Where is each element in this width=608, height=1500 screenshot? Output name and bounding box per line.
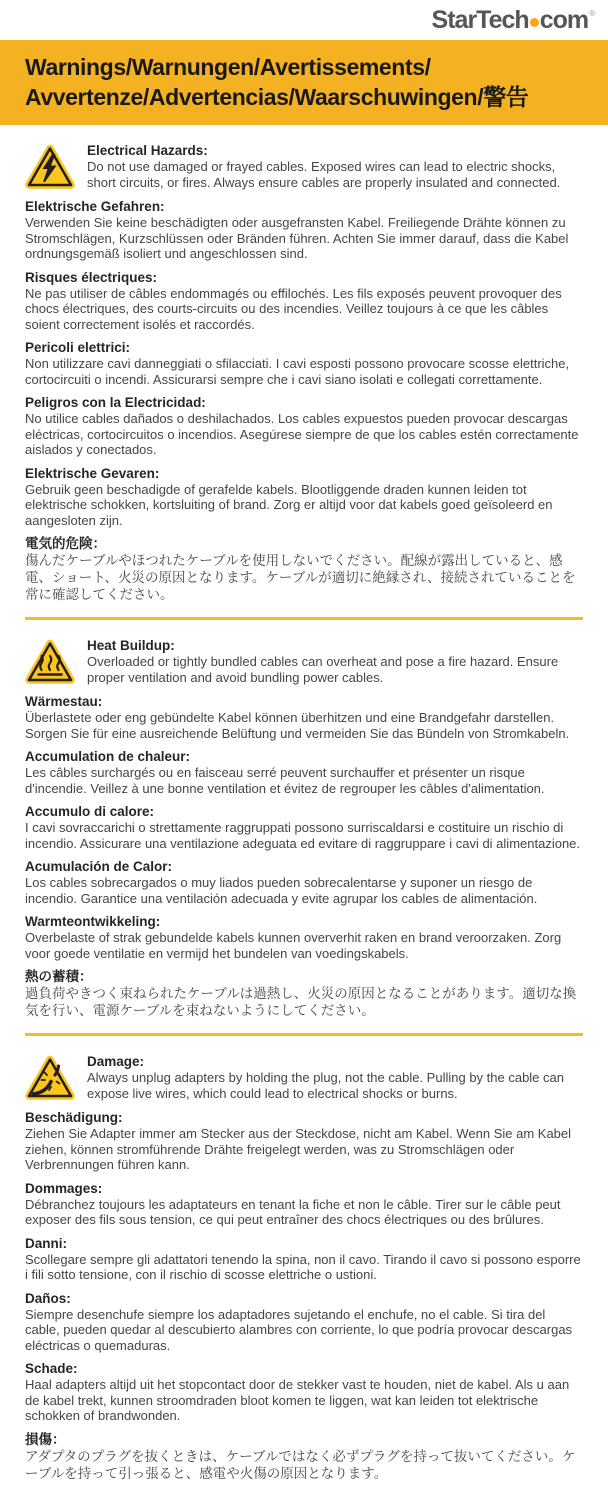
lang-body: Ne pas utiliser de câbles endommagés ou effilochés. Les fils exposés peuvent provoquer des chocs électriques, des courts-circuits ou des incendies. Veillez toujours à ce que les câbles soient correctement isolés et raccordés. [25, 285, 562, 332]
lang-block-dutch [25, 1361, 583, 1424]
lang-body: I cavi sovraccarichi o strettamente raggruppati possono surriscaldarsi e costituire un rischio di incendio. Assicurare una ventilazione adeguata ed evitare di raggruppare i cavi di alimentazione. [25, 820, 581, 851]
hot-surface-warning-icon [25, 637, 75, 684]
section-damage [25, 1053, 583, 1482]
banner-title-line2: Avvertenze/Advertencias/Waarschuwingen/警告 [25, 84, 529, 110]
lang-body: Non utilizzare cavi danneggiati o sfilacciati. I cavi esposti possono provocare scosse elettriche, cortocircuiti o incendi. Assicurarsi sempre che i cavi siano isolati e collegati correttamente. [25, 356, 570, 387]
registered-trademark-symbol: ® [589, 8, 594, 18]
lang-block-german [25, 694, 583, 741]
lang-block-italian [25, 804, 583, 851]
lang-title: Beschädigung: [25, 1110, 123, 1125]
lang-block-japanese [25, 536, 583, 603]
section-body-en: Overloaded or tightly bundled cables can overheat and pose a fire hazard. Ensure proper ventilation and avoid bundling power cables. [87, 654, 559, 685]
lang-block-italian [25, 340, 583, 387]
lang-body: Gebruik geen beschadigde of gerafelde kabels. Blootliggende draden kunnen leiden tot elektrische schokken, kortsluiting of brand. Zorg er altijd voor dat kabels goed geïsoleerd en aangesloten zijn. [25, 481, 553, 528]
lang-title: Peligros con la Electricidad: [25, 395, 206, 410]
lang-body: Les câbles surchargés ou en faisceau serré peuvent surchauffer et présenter un risque d'incendie. Veillez à une bonne ventilation et évitez de regrouper les câbles d'alimentation. [25, 765, 545, 796]
lang-body: Siempre desenchufe siempre los adaptadores sujetando el enchufe, no el cable. Si tira del cable, pueden quedar al descubierto alambres con corriente, lo que podría provocar descargas eléctricas o quemaduras. [25, 1306, 573, 1353]
lang-body: Los cables sobrecargados o muy liados pueden sobrecalentarse y suponer un riesgo de incendio. Garantice una ventilación adecuada y evite agrupar los cables de alimentación. [25, 875, 538, 906]
yellow-divider [25, 1033, 583, 1036]
section-lead-damage [25, 1053, 583, 1101]
lang-block-dutch [25, 914, 583, 961]
banner-title-line1: Warnings/Warnungen/Avertissements/ [25, 54, 431, 80]
lang-title: Daños: [25, 1290, 71, 1306]
section-body-en: Do not use damaged or frayed cables. Exposed wires can lead to electric shocks, short circuits, or fires. Always ensure cables are properly insulated and connected. [87, 159, 561, 190]
lang-title: Risques électriques: [25, 269, 158, 285]
section-body-en: Always unplug adapters by holding the plug, not the cable. Pulling by the cable can expose live wires, which could lead to electrical shocks or burns. [87, 1070, 564, 1101]
lang-title: Accumulo di calore: [25, 804, 155, 819]
lang-block-italian [25, 1236, 583, 1283]
lang-title: Schade: [25, 1361, 78, 1376]
lang-title: Elektrische Gevaren: [25, 465, 160, 481]
lang-title: 電気的危険： [25, 536, 106, 551]
lang-body: Scollegare sempre gli adattatori tenendo la spina, non il cavo. Tirando il cavo si possono esporre i fili sotto tensione, con il rischio di scosse elettriche o ustioni. [25, 1251, 581, 1282]
section-electrical-hazards [25, 142, 583, 603]
lang-body: Haal adapters altijd uit het stopcontact door de stekker vast te houden, niet de kabel. Als u aan de kabel trekt, kunnen stroomdraden bloot komen te liggen, wat kan leiden tot elektrische schokken of brandwonden. [25, 1377, 570, 1423]
lang-body: Verwenden Sie keine beschädigten oder ausgefransten Kabel. Freiliegende Drähte können zu Stromschlägen, Kurzschlüssen oder Bränden führen. Achten Sie immer darauf, dass die Kabel ordnungsgemäß isoliert und angeschlossen sind. [25, 215, 569, 261]
logo-text-com: com [539, 5, 589, 34]
logo-orange-dot-icon [530, 18, 539, 27]
startech-logo [431, 5, 594, 34]
section-title-en: Heat Buildup: [87, 638, 175, 653]
lang-title: Acumulación de Calor: [25, 859, 173, 874]
lang-body: No utilice cables dañados o deshilachados. Los cables expuestos pueden provocar descargas eléctricas, cortocircuitos o incendios. Asegúrese siempre de que los cables estén correctamente aislados y conectados. [25, 411, 579, 457]
brand-header [0, 0, 608, 40]
section-title-en: Electrical Hazards: [87, 143, 208, 158]
lang-block-spanish [25, 395, 583, 458]
lang-body: Overbelaste of strak gebundelde kabels kunnen oververhit raken en brand veroorzaken. Zorg voor goede ventilatie en vermijd het bundelen van voedingskabels. [25, 930, 562, 961]
lang-block-japanese [25, 1432, 583, 1482]
lang-body: 過負荷やきつく束ねられたケーブルは過熱し、火災の原因となることがあります。適切な換気を行い、電源ケーブルを束ねないようにしてください。 [25, 986, 577, 1018]
lang-block-german [25, 199, 583, 262]
lang-title: Wärmestau: [25, 694, 103, 709]
lang-title: 熱の蓄積： [25, 969, 93, 984]
warnings-content [0, 125, 608, 1496]
lang-block-spanish [25, 859, 583, 906]
lang-body: Überlastete oder eng gebündelte Kabel können überhitzen und eine Brandgefahr darstellen. Sorgen Sie für eine ausreichende Belüftung und vermeiden Sie das Bündeln von Stromkabeln. [25, 710, 570, 741]
section-lead-electrical [25, 142, 583, 190]
lang-title: Danni: [25, 1235, 67, 1251]
warnings-title-banner [0, 40, 608, 125]
lang-title: Warmteontwikkeling: [25, 914, 161, 929]
lang-block-dutch [25, 466, 583, 529]
yellow-divider [25, 617, 583, 620]
lang-block-french [25, 749, 583, 796]
lang-block-japanese [25, 969, 583, 1019]
lang-title: 損傷： [25, 1431, 66, 1447]
lang-body: Débranchez toujours les adaptateurs en tenant la fiche et non le câble. Tirer sur le câble peut exposer des fils sous tension, ce qui peut entraîner des chocs électriques ou des brûlures. [25, 1196, 561, 1227]
lang-block-spanish [25, 1291, 583, 1354]
lang-block-french [25, 1181, 583, 1228]
lang-block-french [25, 270, 583, 333]
lang-body: Ziehen Sie Adapter immer am Stecker aus der Steckdose, nicht am Kabel. Wenn Sie am Kabel ziehen, können stromführende Drähte freigelegt werden, was zu Stromschlägen oder Verbrennungen führen kann. [25, 1126, 572, 1172]
high-voltage-warning-icon [25, 142, 75, 189]
lang-body: アダプタのプラグを抜くときは、ケーブルではなく必ずプラグを持って抜いてください。ケーブルを持って引っ張ると、感電や火傷の原因となります。 [25, 1448, 576, 1481]
logo-text-startech: StarTech [431, 5, 529, 34]
section-title-en: Damage: [87, 1054, 145, 1069]
lang-body: 傷んだケーブルやほつれたケーブルを使用しないでください。配線が露出していると、感電、ショート、火災の原因となります。ケーブルが適切に絶縁され、接続されていることを常に確認してください。 [25, 553, 576, 602]
lang-title: Accumulation de chaleur: [25, 749, 191, 764]
damaged-cable-warning-icon [25, 1053, 75, 1100]
section-lead-heat [25, 637, 583, 685]
section-heat-buildup [25, 637, 583, 1019]
lang-title: Elektrische Gefahren: [25, 199, 165, 214]
lang-title: Pericoli elettrici: [25, 340, 131, 355]
lang-title: Dommages: [25, 1180, 103, 1196]
lang-block-german [25, 1110, 583, 1173]
